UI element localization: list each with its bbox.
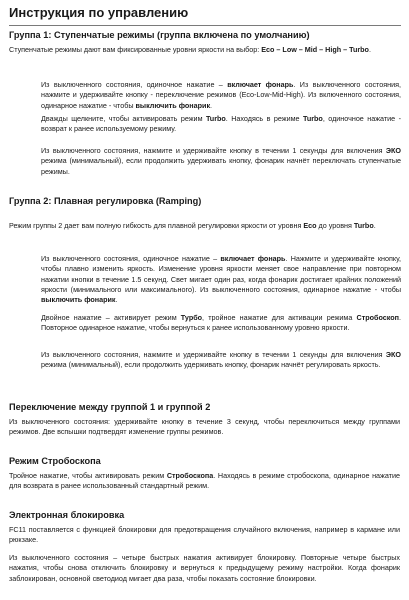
group2-paragraph-3: Из выключенного состояния, нажмите и удерживайте кнопку в течении 1 секунды для включения ЭКО режима (минимальный), если продолжить удерживать кнопку, фонарик начнёт регулировать яркость.	[41, 350, 401, 370]
page-title: Инструкция по управлению	[9, 4, 401, 26]
group1-paragraph-2: Дважды щелкните, чтобы активировать режим Turbo. Находясь в режиме Turbo, одиночное нажатие - возврат к ранее используемому режиму.	[41, 114, 401, 134]
group1-paragraph-3: Из выключенного состояния, нажмите и удерживайте кнопку в течении 1 секунды для включения ЭКО режима (минимальный), если продолжить удерживать кнопку, фонарик начнёт переключать ступенчатые режимы.	[41, 146, 401, 176]
strobe-text: Тройное нажатие, чтобы активировать режим Стробоскопа. Находясь в режиме стробоскопа, одинарное нажатие для возврата в ранее использованный стандартный режим.	[9, 471, 400, 491]
group2-intro: Режим группы 2 дает вам полную гибкость для плавной регулировки яркости от уровня Eco до уровня Turbo.	[9, 221, 376, 230]
group1-intro: Ступенчатые режимы дают вам фиксированные уровни яркости на выбор: Eco – Low – Mid – High – Turbo.	[9, 45, 371, 54]
group1-heading: Группа 1: Ступенчатые режимы (группа включена по умолчанию)	[9, 30, 310, 40]
lock-intro: FC11 поставляется с функцией блокировки для предотвращения случайного включения, например в кармане или рюкзаке.	[9, 525, 400, 545]
lock-heading: Электронная блокировка	[9, 510, 125, 520]
group2-paragraph-1: Из выключенного состояния, одиночное нажатие – включает фонарь. Нажмите и удерживайте кнопку, чтобы плавно изменить яркость. Изменение уровня яркости меняет свое направление при повторном нажатии кнопки в течение 1.5 секунд. Свет мигает один раз, когда фонарик достигает крайних положений яркости (минимального или максимального). Из выключенного состояния, одинарное нажатие - чтобы выключить фонарик.	[41, 254, 402, 305]
lock-paragraph-1: Из выключенного состояния – четыре быстрых нажатия активирует блокировку. Повторные четыре быстрых нажатия, чтобы снова отключить блокировку и вернуться к предыдущему режиму настройки. Когда фонарик заблокирован, основной светодиод мигает два раза, чтобы показать состояние блокировки.	[9, 553, 400, 583]
strobe-heading: Режим Стробоскопа	[9, 456, 101, 466]
switch-text: Из выключенного состояния: удерживайте кнопку в течение 3 секунд, чтобы переключиться между группами режимов. Две вспышки подтвердят изменение группы режимов.	[9, 417, 400, 437]
group2-heading: Группа 2: Плавная регулировка (Ramping)	[9, 196, 202, 206]
group1-paragraph-1: Из выключенного состояния, одиночное нажатие – включает фонарь. Из выключенного состояния, нажмите и удерживайте кнопку - переключение режимов (Eco-Low-Mid-High). Из включенного состояния, одинарное нажатие - чтобы выключить фонарик.	[41, 80, 402, 110]
switch-heading: Переключение между группой 1 и группой 2	[9, 402, 211, 412]
group2-paragraph-2: Двойное нажатие – активирует режим Турбо, тройное нажатие для активации режима Стробоскоп. Повторное одинарное нажатие, чтобы вернуться к ранее использованному уровню яркости.	[41, 313, 401, 333]
